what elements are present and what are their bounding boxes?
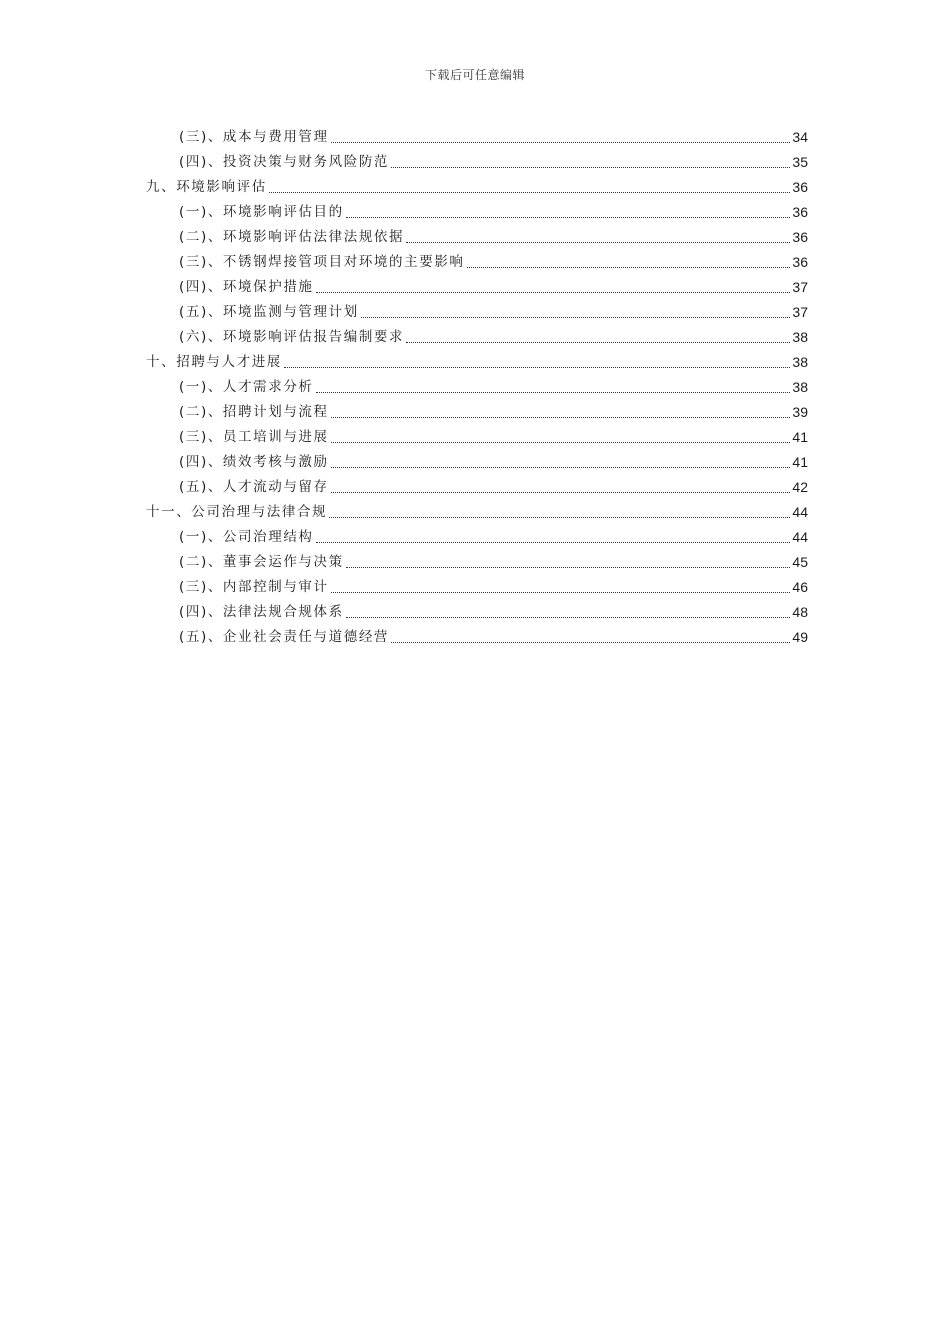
toc-dot-leader xyxy=(361,317,791,318)
toc-dot-leader xyxy=(284,367,791,368)
table-of-contents xyxy=(146,126,808,651)
toc-entry-title: (四)、法律法规合规体系 xyxy=(179,604,344,620)
toc-entry-line xyxy=(179,326,808,348)
toc-dot-leader xyxy=(331,442,791,443)
toc-entry-page-number: 44 xyxy=(792,529,808,545)
toc-entry[interactable] xyxy=(146,526,808,551)
toc-entry-page-number: 37 xyxy=(792,304,808,320)
toc-entry-title: (一)、人才需求分析 xyxy=(179,379,314,395)
toc-entry-title: (四)、投资决策与财务风险防范 xyxy=(179,154,390,170)
toc-entry-page-number: 38 xyxy=(792,379,808,395)
toc-entry-line xyxy=(179,476,808,498)
toc-dot-leader xyxy=(346,617,791,618)
toc-entry[interactable] xyxy=(146,151,808,176)
toc-entry-page-number: 36 xyxy=(792,229,808,245)
toc-entry-title: (二)、董事会运作与决策 xyxy=(179,554,344,570)
toc-entry[interactable] xyxy=(146,301,808,326)
toc-entry[interactable] xyxy=(146,551,808,576)
toc-entry-line xyxy=(146,501,808,523)
toc-entry-line xyxy=(179,551,808,573)
toc-entry-line xyxy=(179,126,808,148)
toc-dot-leader xyxy=(269,192,791,193)
toc-entry[interactable] xyxy=(146,601,808,626)
toc-entry[interactable] xyxy=(146,201,808,226)
toc-dot-leader xyxy=(391,167,790,168)
toc-dot-leader xyxy=(316,392,791,393)
toc-entry-title: (五)、人才流动与留存 xyxy=(179,479,329,495)
toc-entry[interactable] xyxy=(146,376,808,401)
toc-entry[interactable] xyxy=(146,326,808,351)
toc-entry-line xyxy=(179,201,808,223)
toc-entry-title: 九、环境影响评估 xyxy=(146,179,267,195)
toc-dot-leader xyxy=(331,467,791,468)
toc-entry-page-number: 36 xyxy=(792,179,808,195)
toc-entry-page-number: 34 xyxy=(792,129,808,145)
toc-entry-line xyxy=(146,176,808,198)
toc-entry-title: (五)、企业社会责任与道德经营 xyxy=(179,629,390,645)
toc-entry-page-number: 48 xyxy=(792,604,808,620)
toc-entry-title: 十、招聘与人才进展 xyxy=(146,354,282,370)
toc-dot-leader xyxy=(331,492,791,493)
toc-entry-line xyxy=(179,626,808,648)
toc-entry-line xyxy=(179,151,808,173)
toc-entry-title: (一)、公司治理结构 xyxy=(179,529,314,545)
toc-entry-page-number: 39 xyxy=(792,404,808,420)
toc-entry-line xyxy=(179,451,808,473)
toc-entry[interactable] xyxy=(146,351,808,376)
toc-dot-leader xyxy=(406,242,790,243)
toc-entry-title: (二)、环境影响评估法律法规依据 xyxy=(179,229,405,245)
toc-entry-page-number: 38 xyxy=(792,354,808,370)
page-header: 下载后可任意编辑 xyxy=(424,68,525,82)
toc-entry[interactable] xyxy=(146,126,808,151)
toc-dot-leader xyxy=(316,292,791,293)
toc-entry[interactable] xyxy=(146,401,808,426)
toc-entry-line xyxy=(179,526,808,548)
toc-entry[interactable] xyxy=(146,501,808,526)
toc-entry[interactable] xyxy=(146,276,808,301)
toc-dot-leader xyxy=(391,642,790,643)
toc-entry-title: (三)、员工培训与进展 xyxy=(179,429,329,445)
toc-entry-line xyxy=(146,351,808,373)
toc-entry-page-number: 36 xyxy=(792,254,808,270)
toc-entry-page-number: 38 xyxy=(792,329,808,345)
toc-entry[interactable] xyxy=(146,451,808,476)
toc-entry[interactable] xyxy=(146,226,808,251)
toc-entry[interactable] xyxy=(146,476,808,501)
toc-dot-leader xyxy=(406,342,790,343)
toc-entry-page-number: 41 xyxy=(792,429,808,445)
toc-entry[interactable] xyxy=(146,626,808,651)
toc-entry-title: 十一、公司治理与法律合规 xyxy=(146,504,328,520)
toc-entry-line xyxy=(179,601,808,623)
toc-entry-line xyxy=(179,301,808,323)
toc-entry-page-number: 41 xyxy=(792,454,808,470)
toc-entry-line xyxy=(179,376,808,398)
toc-entry-page-number: 46 xyxy=(792,579,808,595)
toc-dot-leader xyxy=(331,142,791,143)
toc-entry[interactable] xyxy=(146,176,808,201)
toc-entry-title: (四)、环境保护措施 xyxy=(179,279,314,295)
toc-entry-title: (三)、不锈钢焊接管项目对环境的主要影响 xyxy=(179,254,465,270)
toc-entry-page-number: 49 xyxy=(792,629,808,645)
toc-entry-line xyxy=(179,426,808,448)
toc-entry-title: (二)、招聘计划与流程 xyxy=(179,404,329,420)
toc-entry-title: (三)、内部控制与审计 xyxy=(179,579,329,595)
toc-entry-line xyxy=(179,226,808,248)
toc-entry-page-number: 42 xyxy=(792,479,808,495)
toc-dot-leader xyxy=(329,517,790,518)
toc-entry-page-number: 35 xyxy=(792,154,808,170)
toc-dot-leader xyxy=(346,217,791,218)
toc-entry-title: (五)、环境监测与管理计划 xyxy=(179,304,359,320)
toc-dot-leader xyxy=(346,567,791,568)
toc-entry-line xyxy=(179,401,808,423)
toc-entry-title: (一)、环境影响评估目的 xyxy=(179,204,344,220)
toc-dot-leader xyxy=(316,542,791,543)
toc-entry-title: (六)、环境影响评估报告编制要求 xyxy=(179,329,405,345)
toc-entry-line xyxy=(179,251,808,273)
toc-entry[interactable] xyxy=(146,576,808,601)
toc-entry-page-number: 45 xyxy=(792,554,808,570)
toc-entry-line xyxy=(179,576,808,598)
toc-entry-title: (四)、绩效考核与激励 xyxy=(179,454,329,470)
toc-entry-page-number: 36 xyxy=(792,204,808,220)
toc-entry-line xyxy=(179,276,808,298)
toc-dot-leader xyxy=(467,267,791,268)
toc-dot-leader xyxy=(331,417,791,418)
toc-entry[interactable] xyxy=(146,426,808,451)
toc-entry-page-number: 37 xyxy=(792,279,808,295)
toc-entry[interactable] xyxy=(146,251,808,276)
toc-entry-title: (三)、成本与费用管理 xyxy=(179,129,329,145)
toc-dot-leader xyxy=(331,592,791,593)
toc-entry-page-number: 44 xyxy=(792,504,808,520)
